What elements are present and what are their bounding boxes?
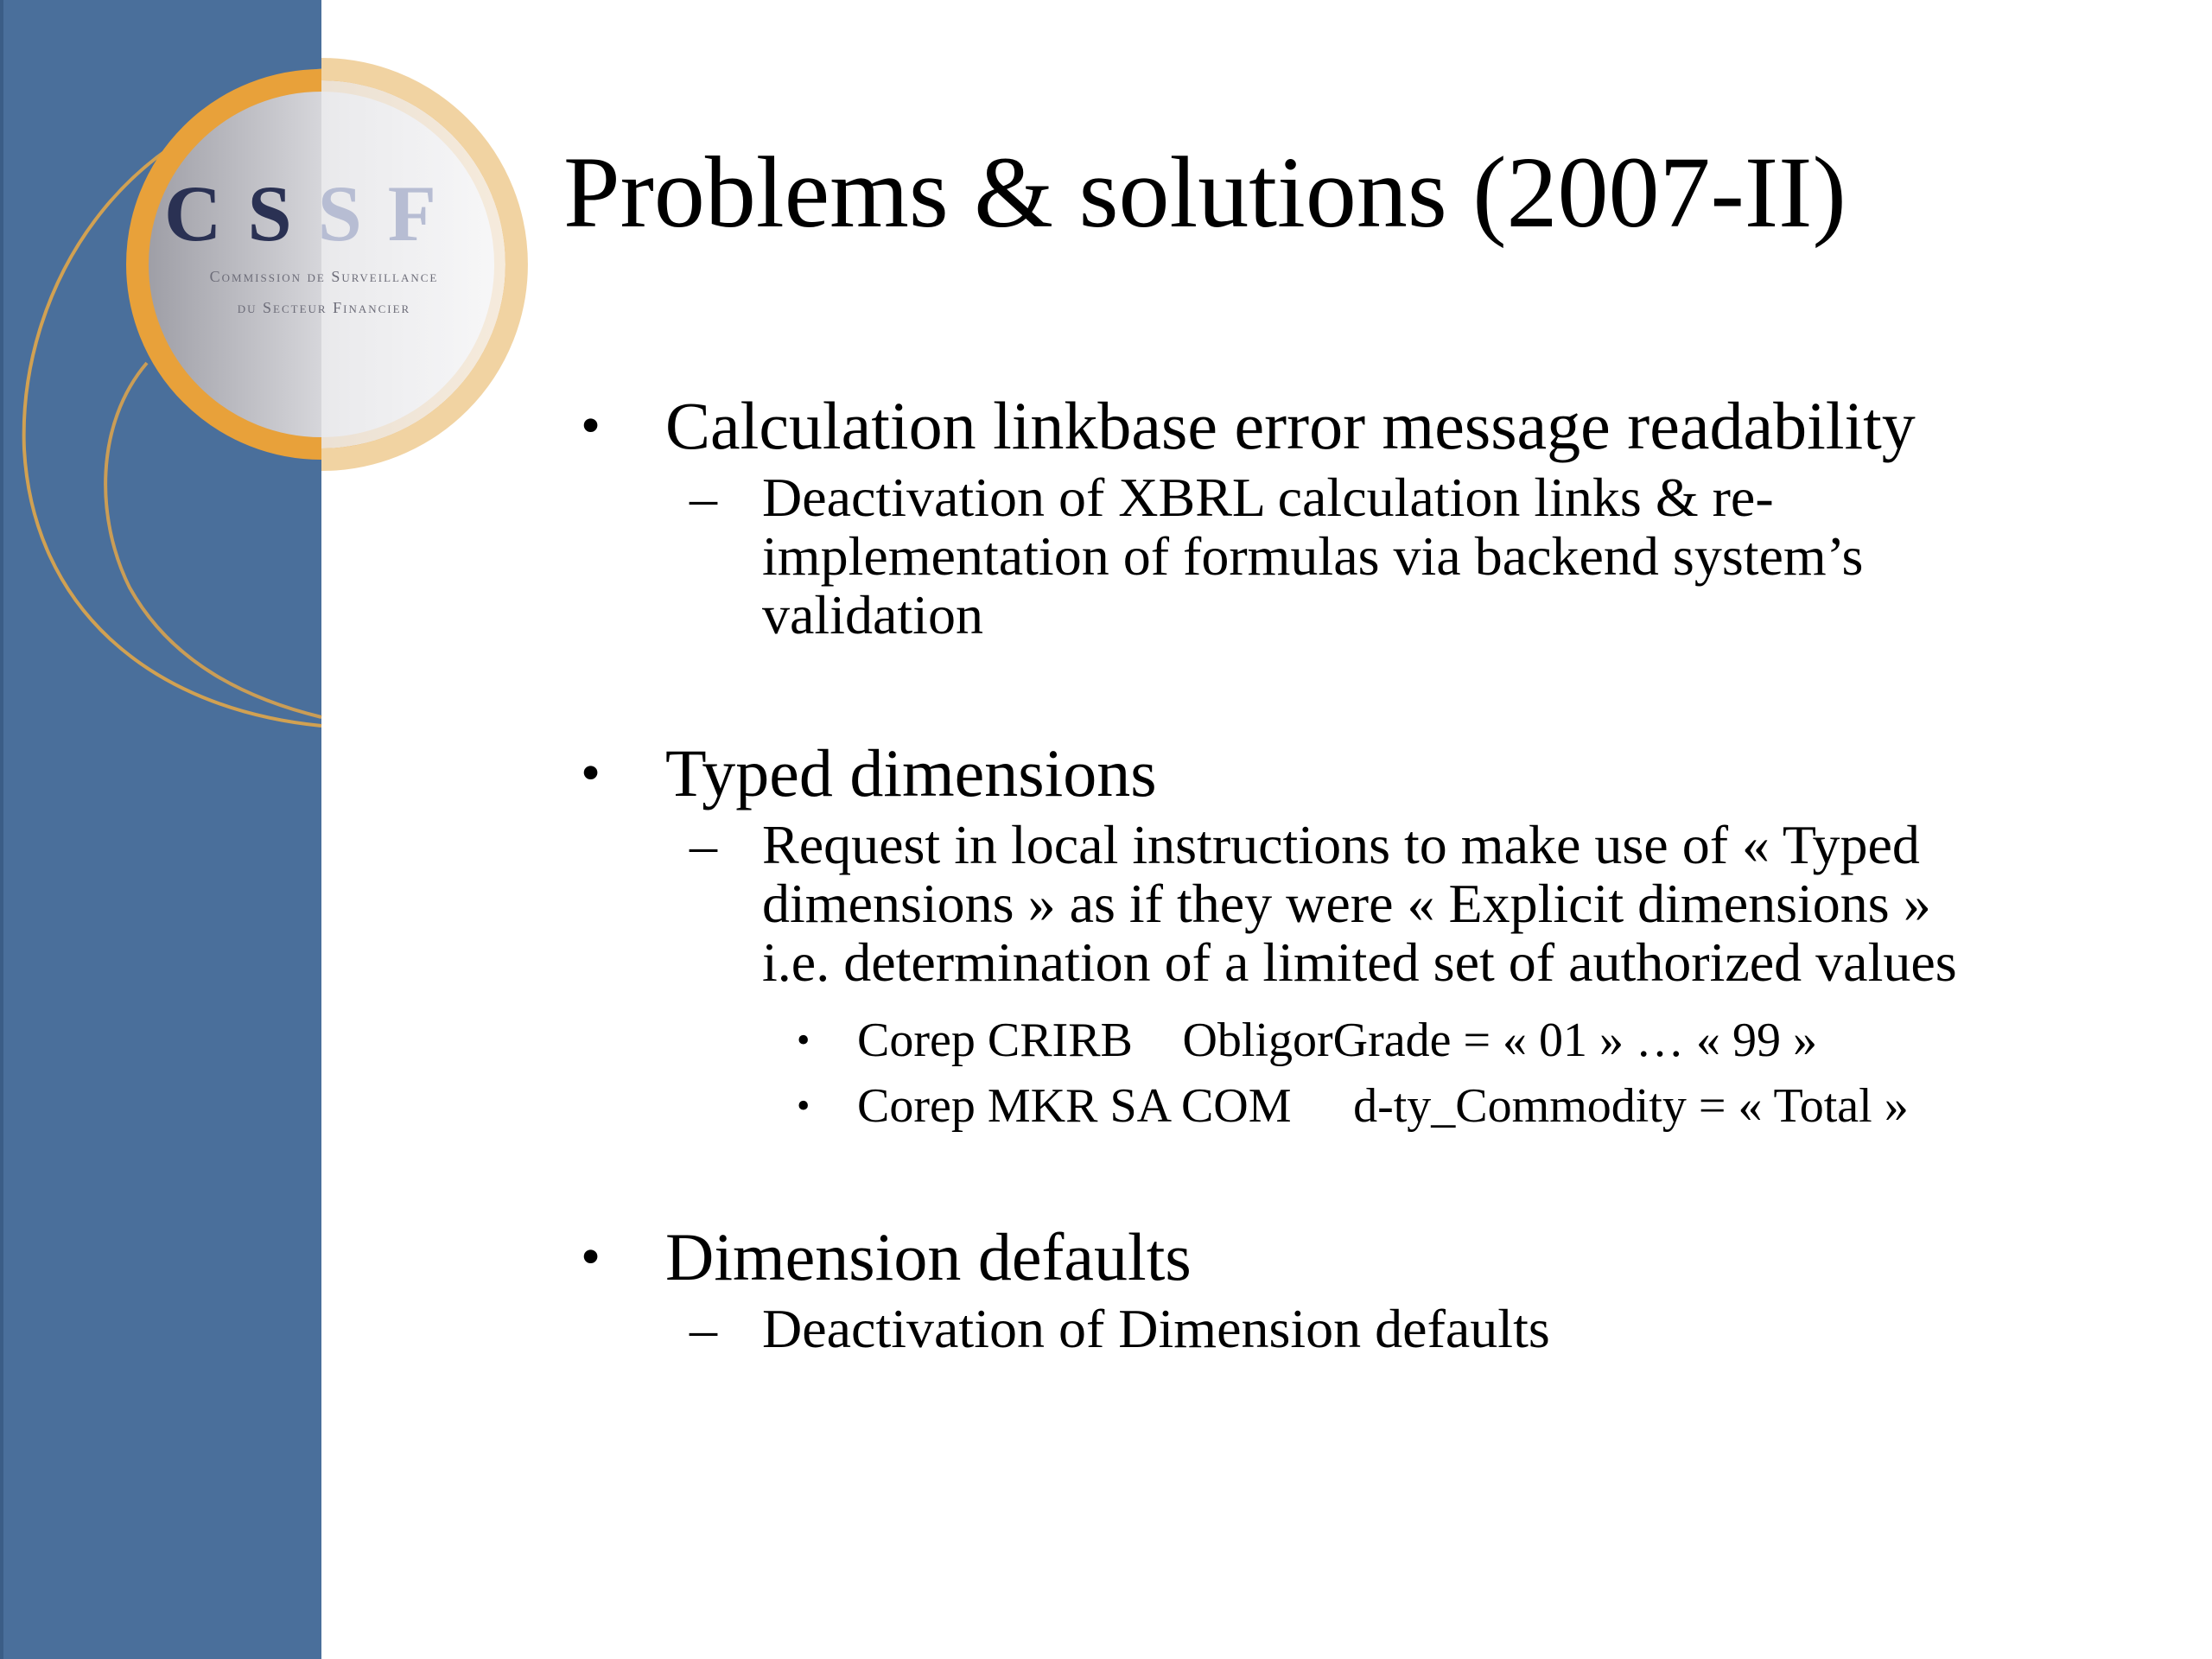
bullet-text: Corep CRIRB ObligorGrade = « 01 » … « 99 » — [857, 1014, 1780, 1067]
bullet-text: Calculation linkbase error message readability — [665, 388, 1916, 463]
logo-letter-c: C — [164, 169, 248, 257]
bullet-level2 — [570, 816, 2177, 992]
sub-line: Deactivation of XBRL calculation links & re- — [762, 467, 1774, 528]
bullet-item — [570, 387, 2177, 645]
bullet-level1 — [570, 387, 2177, 465]
dash-marker: – — [690, 467, 717, 528]
bullet-text: Corep MKR SA COM d-ty_Commodity = « Total » — [857, 1079, 1859, 1133]
bullet-text: Typed dimensions — [665, 735, 1157, 810]
logo-letter-s1: S — [247, 169, 318, 257]
bullet-level2 — [570, 468, 2177, 645]
bullet-marker: • — [581, 741, 601, 804]
dash-marker: – — [690, 814, 717, 875]
bullet-level2 — [570, 1300, 2177, 1358]
bullet-text: Dimension defaults — [665, 1219, 1192, 1294]
bullet-level3 — [570, 1007, 2177, 1073]
slide-title: Problems & solutions (2007-II) — [563, 136, 1847, 249]
sub-line: i.e. determination of a limited set of authorized values — [762, 931, 1957, 993]
bullet-marker: • — [581, 394, 601, 457]
sub-line: dimensions » as if they were « Explicit dimensions » — [762, 873, 1931, 934]
bullet-marker-small: • — [797, 1084, 810, 1127]
sub-line: Request in local instructions to make use of « Typed — [762, 814, 1920, 875]
bullet-level3 — [570, 1073, 2177, 1139]
logo-wordmark — [164, 166, 493, 261]
logo-subtitle-line1: Commission de Surveillance — [209, 268, 439, 285]
bullet-marker-small: • — [797, 1019, 810, 1061]
logo-subtitle-line2: du Secteur Financier — [237, 299, 411, 316]
sub-line: validation — [762, 584, 983, 645]
sub-line: implementation of formulas via backend system’s — [762, 525, 1864, 587]
logo-letter-s2: S — [317, 169, 388, 257]
bullet-level1 — [570, 734, 2177, 812]
logo-subtitle — [164, 261, 484, 323]
bullet-item — [570, 1218, 2177, 1358]
bullet-item — [570, 734, 2177, 1139]
bullet-level1 — [570, 1218, 2177, 1296]
bullet-marker: • — [581, 1225, 601, 1288]
logo-letter-f: F — [387, 169, 462, 257]
sub-line: Deactivation of Dimension defaults — [762, 1298, 1550, 1359]
bullet-list — [570, 387, 2177, 1358]
dash-marker: – — [690, 1298, 717, 1359]
